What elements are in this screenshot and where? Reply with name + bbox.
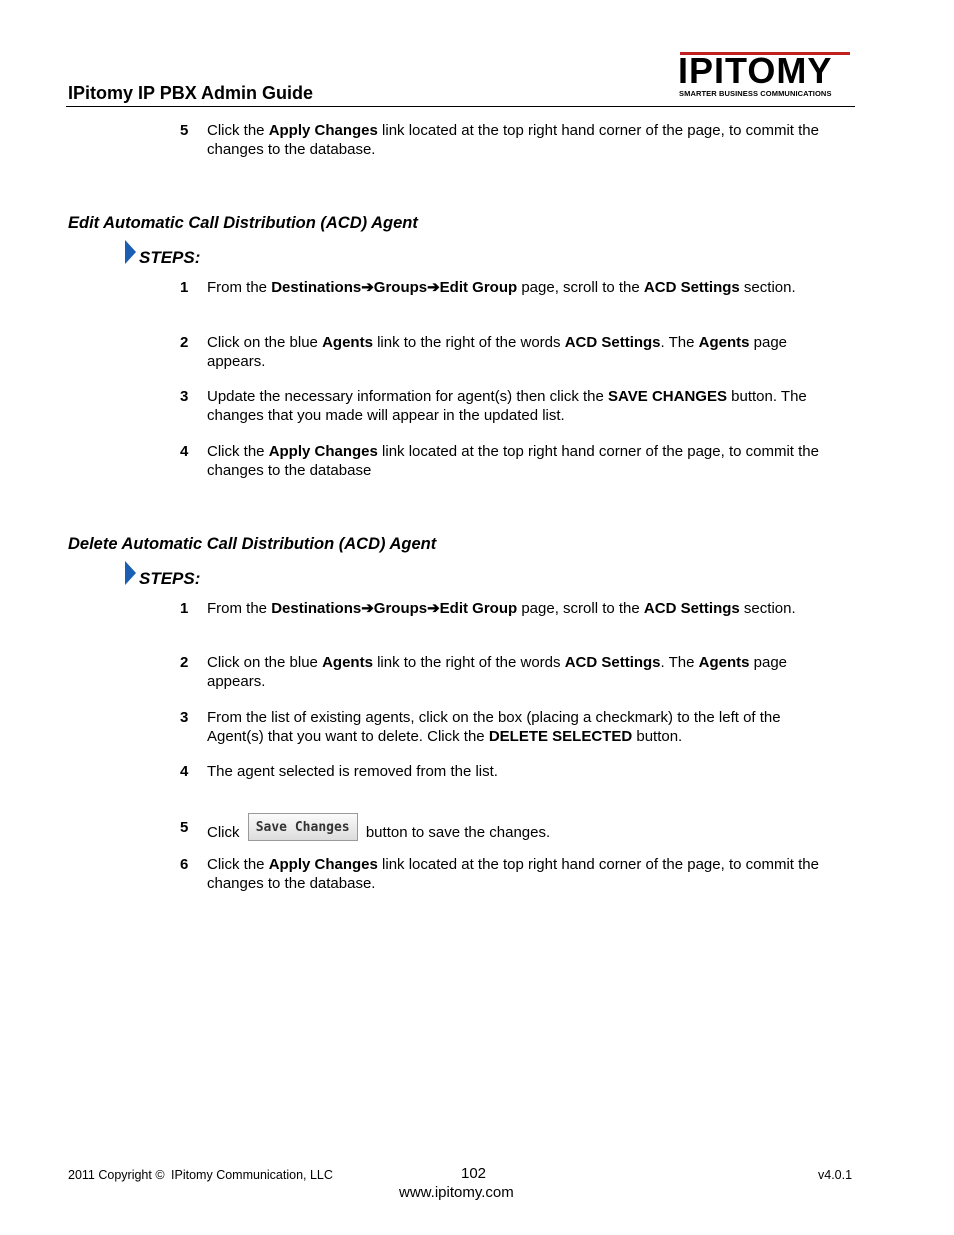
steps-label: STEPS: [139,248,201,267]
footer-copyright: 2011 Copyright © IPitomy Communication, LLC [68,1168,333,1182]
delete-section-heading: Delete Automatic Call Distribution (ACD) Agent [68,535,437,553]
steps-arrow-icon [125,240,136,264]
delete-step-3: 3 From the list of existing agents, click on the box (placing a checkmark) to the left of the Agent(s) that you want to delete. Click the DELETE SELECTED button. [180,709,781,745]
logo-tagline: SMARTER BUSINESS COMMUNICATIONS [679,89,832,98]
delete-step-2: 2 Click on the blue Agents link to the right of the words ACD Settings. The Agents page appears. [180,654,788,690]
edit-step-2: 2 Click on the blue Agents link to the right of the words ACD Settings. The Agents page appears. [180,334,788,370]
page-number: 102 [461,1165,487,1182]
edit-section-heading: Edit Automatic Call Distribution (ACD) Agent [68,214,418,232]
edit-step-3: 3 Update the necessary information for agent(s) then click the SAVE CHANGES button. The changes that you made will appear in the updated list. [180,388,807,424]
header-divider [66,106,855,107]
footer-version: v4.0.1 [818,1168,853,1182]
delete-step-6: 6 Click the Apply Changes link located at the top right hand corner of the page, to commit the changes to the database. [180,856,819,892]
step-number: 5 [180,122,189,139]
steps-label: STEPS: [139,569,201,588]
edit-step-1: 1 From the Destinations➔Groups➔Edit Group page, scroll to the ACD Settings section. [180,279,796,296]
document-title: IPitomy IP PBX Admin Guide [68,83,314,103]
delete-step-1: 1 From the Destinations➔Groups➔Edit Group page, scroll to the ACD Settings section. [180,600,796,617]
logo-wordmark: IPITOMY [678,50,833,91]
save-changes-button-image: Save Changes [248,813,358,841]
edit-step-4: 4 Click the Apply Changes link located at the top right hand corner of the page, to commit the changes to the database [180,443,819,479]
footer-website: www.ipitomy.com [399,1184,514,1201]
step-top-5 [180,122,840,159]
copyright-icon: © [155,1168,165,1182]
ipitomy-logo [678,51,852,99]
delete-step-5: 5 Click Save Changes button to save the changes. [180,819,840,847]
delete-step-4: 4 The agent selected is removed from the list. [180,763,498,780]
steps-arrow-icon [125,561,136,585]
step-text: Click the Apply Changes link located at the top right hand corner of the page, to commit the changes to the database. [207,122,819,158]
